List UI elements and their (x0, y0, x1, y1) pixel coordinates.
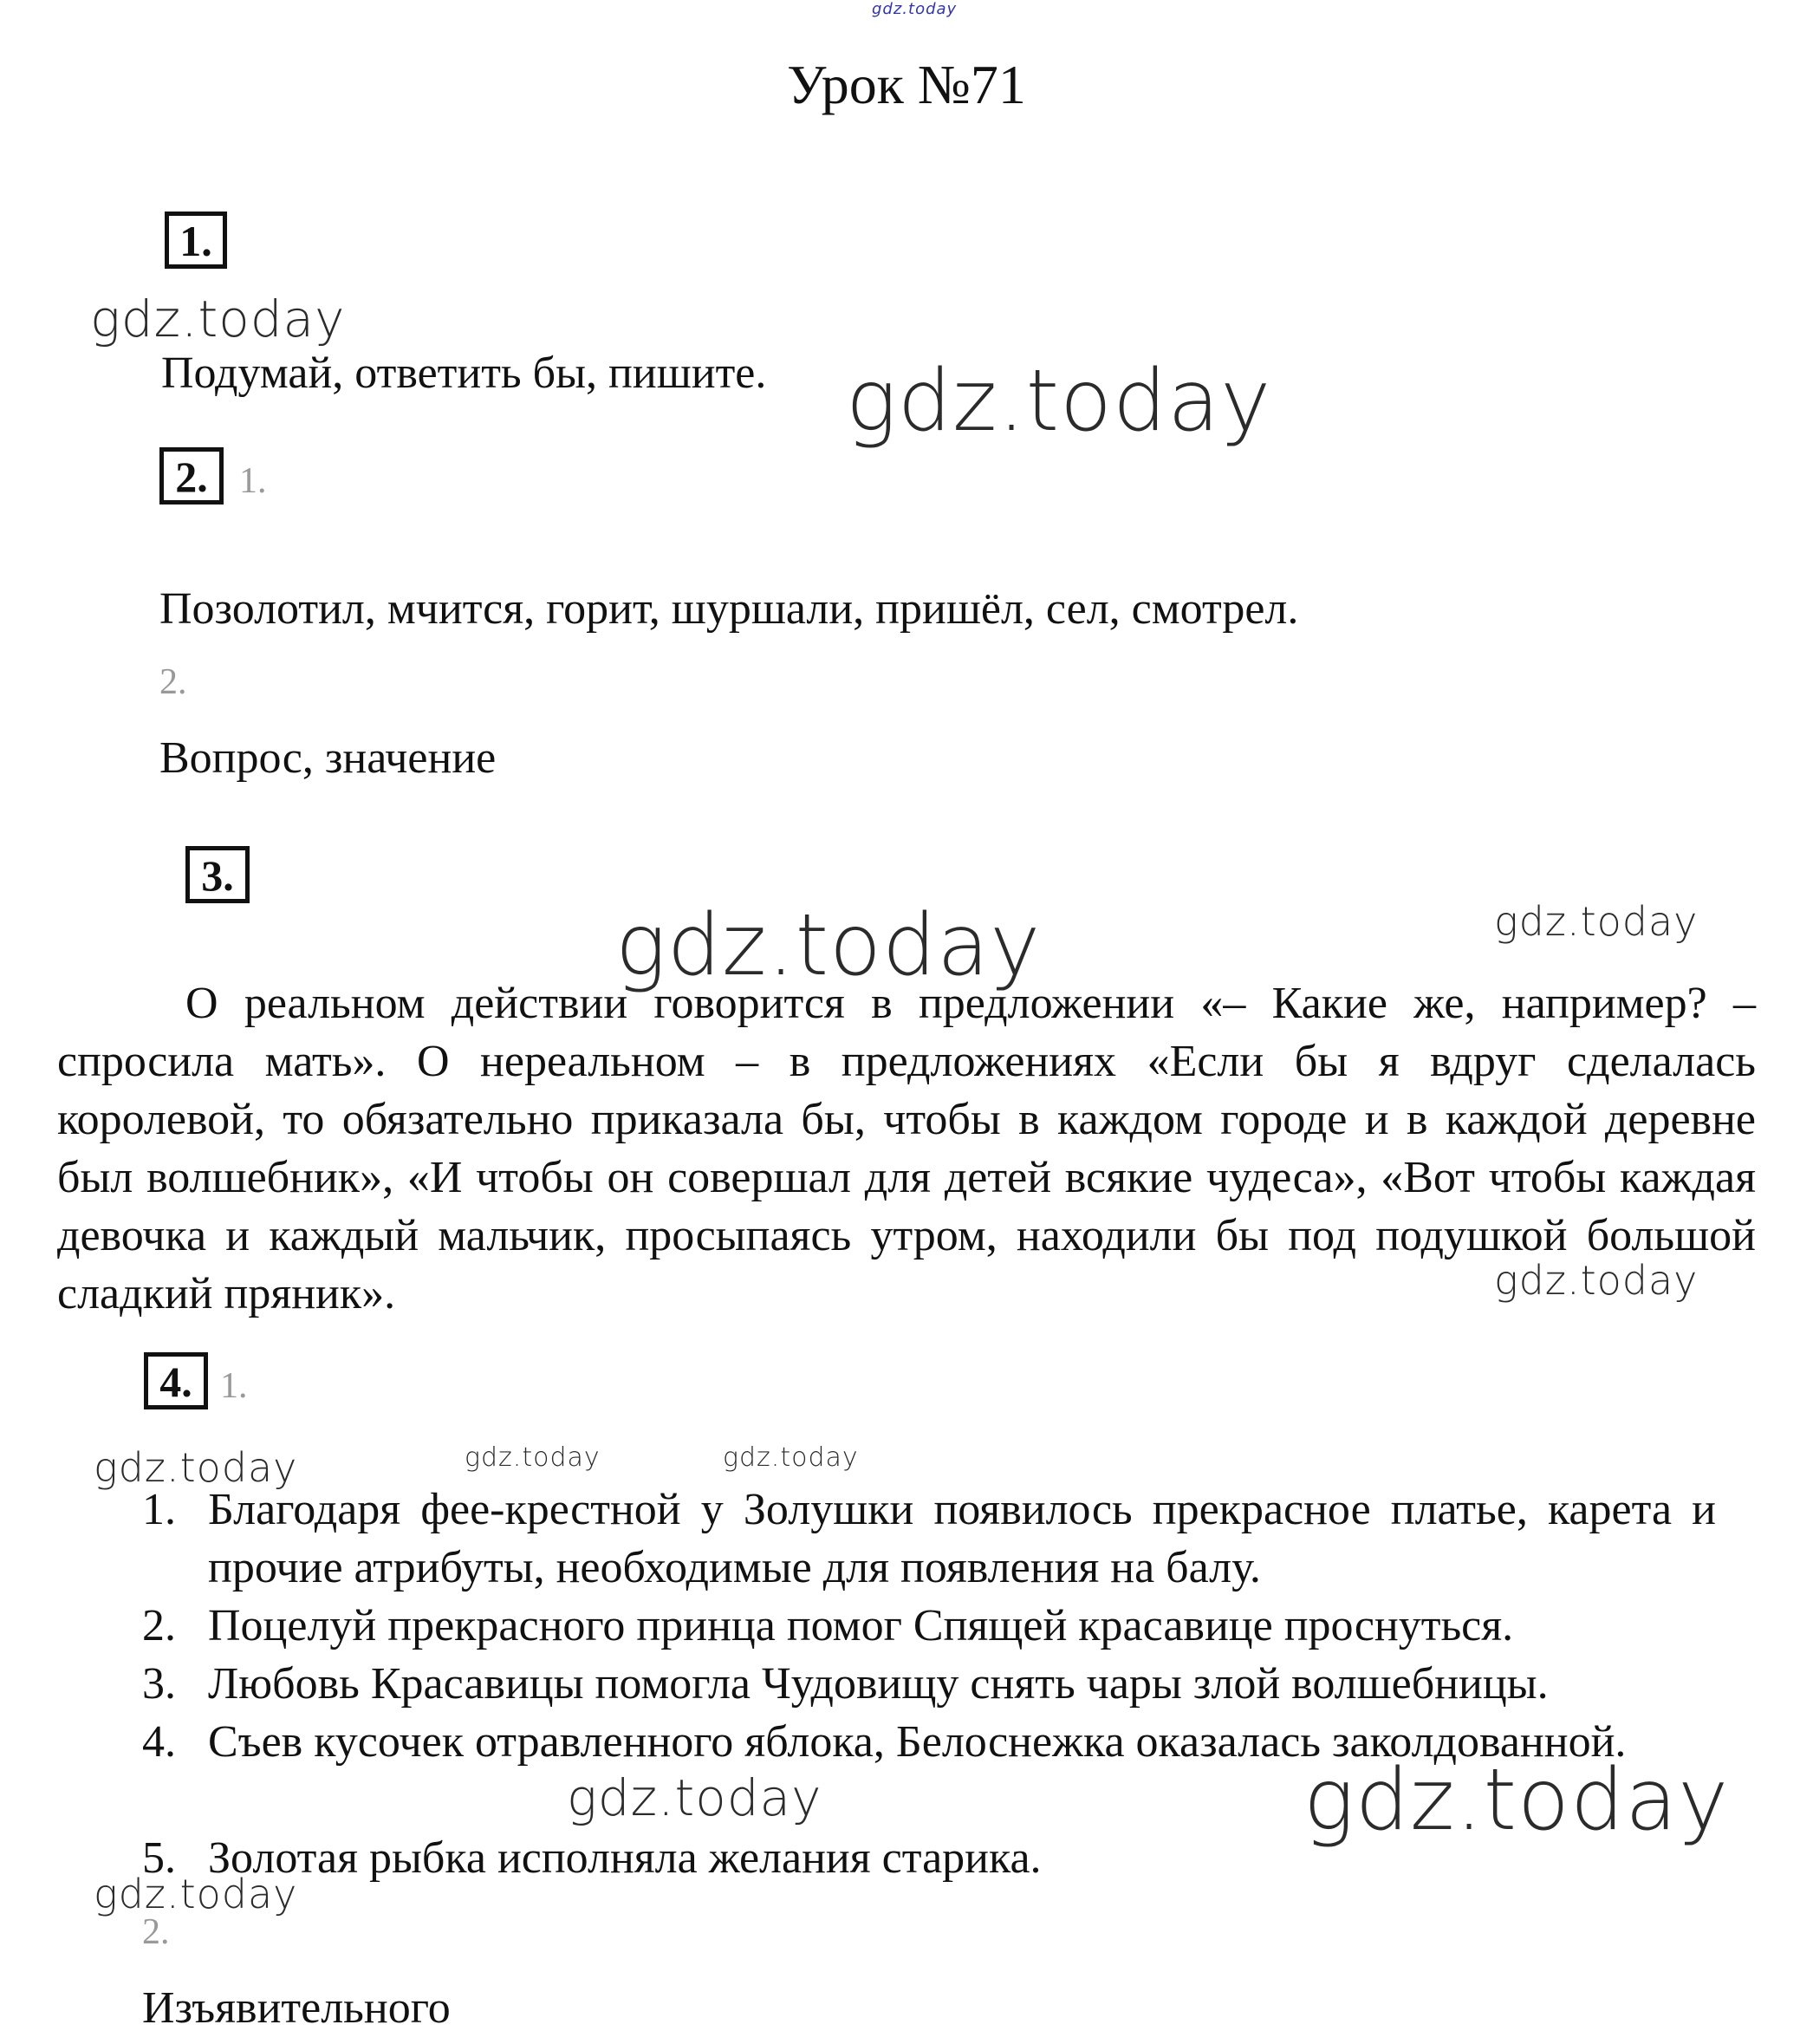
watermark: gdz.today (615, 896, 1042, 995)
task-2-sub2-answer: Вопрос, значение (159, 733, 497, 783)
watermark: gdz.today (1494, 1257, 1699, 1304)
watermark: gdz.today (1494, 898, 1699, 945)
list-item (142, 1597, 1719, 1657)
task-4-sub2-answer: Изъявительного (142, 1983, 451, 2033)
task-4-sub1-label: 1. (220, 1366, 248, 1406)
watermark: gdz.today (94, 1444, 298, 1491)
list-item-text: Съев кусочек отравленного яблока, Белоснежка оказалась заколдованной. (208, 1717, 1627, 1767)
page-title: Урок №71 (787, 54, 1026, 115)
task-1-answer: Подумай, ответить бы, пишите. (161, 348, 767, 398)
list-item-text: Поцелуй прекрасного принца помог Спящей красавице проснуться. (208, 1601, 1514, 1650)
list-item-text: Благодаря фее-крестной у Золушки появилось прекрасное платье, карета и прочие атрибуты, необходимые для появления на балу. (208, 1485, 1716, 1592)
list-item-number: 5. (142, 1833, 176, 1883)
task-3-number: 3. (185, 846, 250, 903)
list-item-number: 4. (142, 1717, 176, 1767)
watermark: gdz.today (1303, 1751, 1730, 1850)
list-item-text: Любовь Красавицы помогла Чудовищу снять чары злой волшебницы. (208, 1659, 1549, 1709)
task-2-number: 2. (159, 447, 224, 504)
list-item (142, 1481, 1719, 1602)
task-3-answer: О реальном действии говорится в предложении «– Какие же, например? – спросила мать». О нереальном – в предложениях «Если бы я вдруг сделалась королевой, то обязательно приказала бы, чтобы в каждом городе и в каждой деревне был волшебник», «И чтобы он совершал для детей всякие чудеса», «Вот чтобы каждая девочка и каждый мальчик, просыпаясь утром, находили бы под подушкой большой сладкий пряник». (57, 979, 1756, 1318)
list-item-number: 2. (142, 1601, 176, 1650)
watermark: gdz.today (94, 1871, 298, 1917)
list-item (142, 1655, 1719, 1715)
task-2-sub1-answer: Позолотил, мчится, горит, шуршали, пришёл, сел, смотрел. (159, 584, 1299, 634)
site-tag: gdz.today (872, 0, 958, 18)
list-item-number: 1. (142, 1485, 176, 1534)
watermark: gdz.today (846, 352, 1272, 451)
watermark: gdz.today (90, 290, 346, 348)
list-item-number: 3. (142, 1659, 176, 1709)
task-2-sub1-label: 1. (239, 461, 267, 501)
watermark: gdz.today (723, 1442, 859, 1473)
list-item-text: Золотая рыбка исполняла желания старика. (208, 1833, 1042, 1883)
task-2-sub2-label: 2. (159, 662, 187, 702)
task-4-number: 4. (144, 1352, 208, 1409)
task-1-number: 1. (165, 212, 227, 269)
watermark: gdz.today (465, 1442, 601, 1473)
task-4-sub2-label: 2. (142, 1912, 170, 1952)
watermark: gdz.today (567, 1768, 822, 1827)
